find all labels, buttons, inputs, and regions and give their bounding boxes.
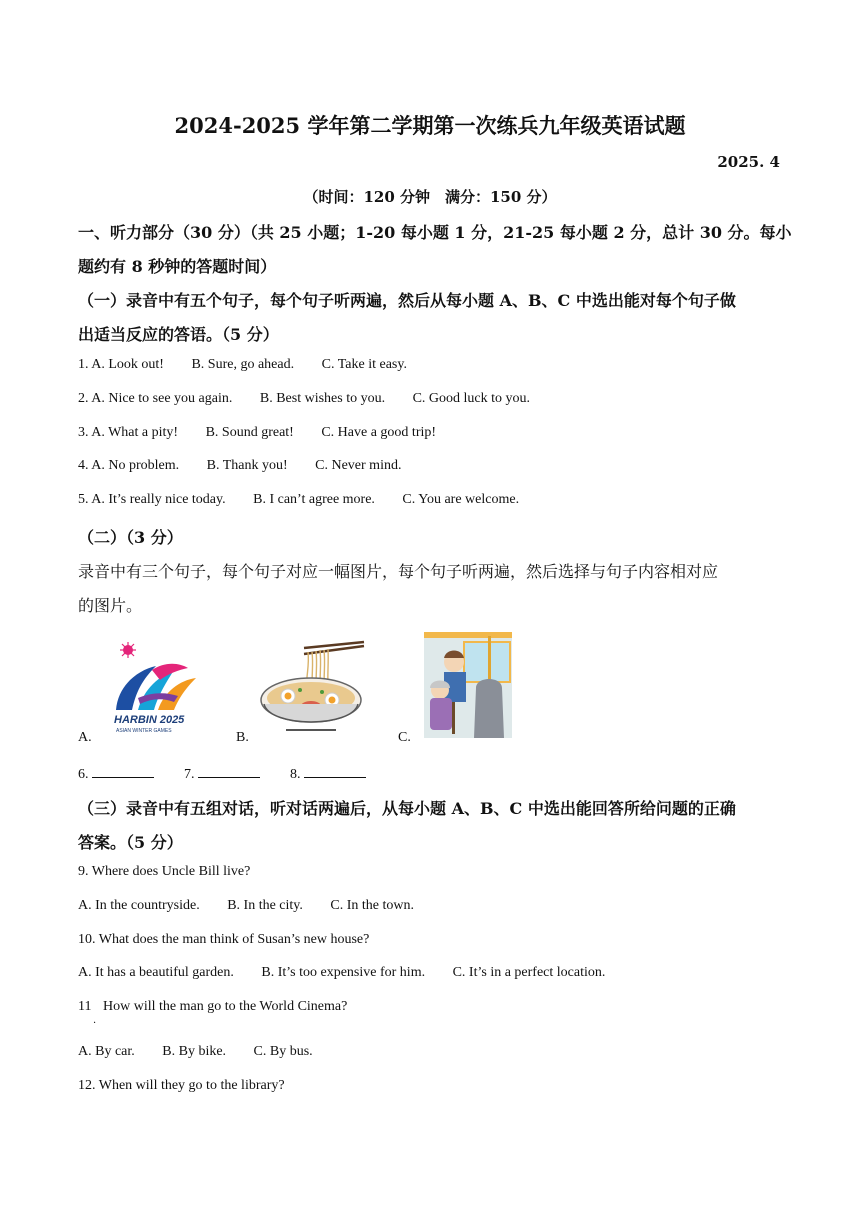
section3-instr-line2: 答案。（5 分） bbox=[78, 833, 183, 852]
option-a: A. Look out! bbox=[91, 357, 164, 372]
option-a: A. It’s really nice today. bbox=[91, 492, 226, 507]
option-b: B. In the city. bbox=[227, 898, 303, 913]
option-c: C. In the town. bbox=[330, 898, 414, 913]
option-c: C. It’s in a perfect location. bbox=[452, 965, 606, 980]
option-a: A. What a pity! bbox=[91, 425, 179, 440]
answer-blank-6[interactable] bbox=[78, 763, 154, 783]
question-4 bbox=[78, 458, 401, 474]
section1-instr-line2: 出适当反应的答语。（5 分） bbox=[78, 325, 279, 344]
picture-c-label: C. bbox=[398, 730, 411, 745]
question-9: 9. Where does Uncle Bill live? bbox=[78, 864, 251, 879]
stray-dot: · bbox=[93, 1018, 97, 1029]
exam-date: 2025. 4 bbox=[717, 153, 780, 171]
part1-heading-line2: 题约有 8 秒钟的答题时间） bbox=[78, 257, 277, 276]
blank-line bbox=[198, 763, 260, 778]
question-10: 10. What does the man think of Susan’s new house? bbox=[78, 932, 370, 947]
question-2 bbox=[78, 391, 530, 407]
noodle-bowl-image bbox=[256, 638, 366, 740]
option-b: B. Thank you! bbox=[206, 458, 288, 473]
question-number: 3. bbox=[78, 425, 89, 440]
option-c: C. Never mind. bbox=[315, 458, 402, 473]
option-b: B. Sure, go ahead. bbox=[191, 357, 295, 372]
question-1 bbox=[78, 357, 407, 373]
question-number: 5. bbox=[78, 492, 89, 507]
question-3 bbox=[78, 425, 436, 441]
option-b: B. I can’t agree more. bbox=[253, 492, 375, 507]
noodle-bowl-icon bbox=[256, 638, 366, 740]
question-number: 1. bbox=[78, 357, 89, 372]
picture-b-label: B. bbox=[236, 730, 249, 745]
option-c: C. By bus. bbox=[253, 1044, 313, 1059]
part1-heading-line1: 一、听力部分（30 分）（共 25 小题；1-20 每小题 1 分，21-25 每小题 2 分，总计 30 分。每小 bbox=[78, 223, 792, 242]
answer-blank-7[interactable] bbox=[184, 763, 260, 783]
question-11-options bbox=[78, 1044, 313, 1060]
blank-line bbox=[92, 763, 154, 778]
option-b: B. It’s too expensive for him. bbox=[261, 965, 426, 980]
option-a: A. In the countryside. bbox=[78, 898, 200, 913]
option-b: B. By bike. bbox=[162, 1044, 227, 1059]
bus-scene-icon bbox=[424, 632, 512, 738]
question-text: How will the man go to the World Cinema? bbox=[102, 999, 348, 1014]
blank-line bbox=[304, 763, 366, 778]
logo-title: HARBIN 2025 bbox=[114, 714, 185, 726]
bus-seat-scene-image bbox=[424, 632, 512, 738]
harbin-2025-logo-image bbox=[108, 640, 204, 740]
section2-heading: （二）（3 分） bbox=[78, 528, 183, 547]
blank-number: 8. bbox=[290, 767, 301, 782]
section3-instr-line1: （三）录音中有五组对话，听对话两遍后，从每小题 A、B、C 中选出能回答所给问题的正确 bbox=[78, 799, 736, 818]
question-number: 11 bbox=[78, 999, 92, 1014]
option-a: A. By car. bbox=[78, 1044, 135, 1059]
option-b: B. Best wishes to you. bbox=[259, 391, 386, 406]
option-a: A. Nice to see you again. bbox=[91, 391, 233, 406]
time-info: （时间：120 分钟 满分：150 分） bbox=[303, 188, 557, 206]
option-c: C. Take it easy. bbox=[321, 357, 407, 372]
question-12: 12. When will they go to the library? bbox=[78, 1078, 285, 1093]
section2-instr-line1: 录音中有三个句子，每个句子对应一幅图片，每个句子听两遍，然后选择与句子内容相对应 bbox=[78, 562, 719, 581]
section1-instr-line1: （一）录音中有五个句子，每个句子听两遍，然后从每小题 A、B、C 中选出能对每个句子做 bbox=[78, 291, 736, 310]
logo-subtitle: ASIAN WINTER GAMES bbox=[116, 728, 172, 734]
option-a: A. No problem. bbox=[91, 458, 180, 473]
option-c: C. Have a good trip! bbox=[321, 425, 437, 440]
picture-a-label: A. bbox=[78, 730, 92, 745]
question-11 bbox=[78, 999, 347, 1015]
blank-number: 6. bbox=[78, 767, 89, 782]
answer-blank-8[interactable] bbox=[290, 763, 366, 783]
question-9-options bbox=[78, 898, 414, 914]
question-5 bbox=[78, 492, 519, 508]
page-title: 2024-2025 学年第二学期第一次练兵九年级英语试题 bbox=[174, 113, 686, 138]
question-number: 2. bbox=[78, 391, 89, 406]
section2-instr-line2: 的图片。 bbox=[78, 596, 143, 615]
question-number: 4. bbox=[78, 458, 89, 473]
blank-number: 7. bbox=[184, 767, 195, 782]
option-c: C. You are welcome. bbox=[402, 492, 520, 507]
option-b: B. Sound great! bbox=[205, 425, 294, 440]
option-a: A. It has a beautiful garden. bbox=[78, 965, 234, 980]
question-10-options bbox=[78, 965, 605, 981]
option-c: C. Good luck to you. bbox=[412, 391, 531, 406]
